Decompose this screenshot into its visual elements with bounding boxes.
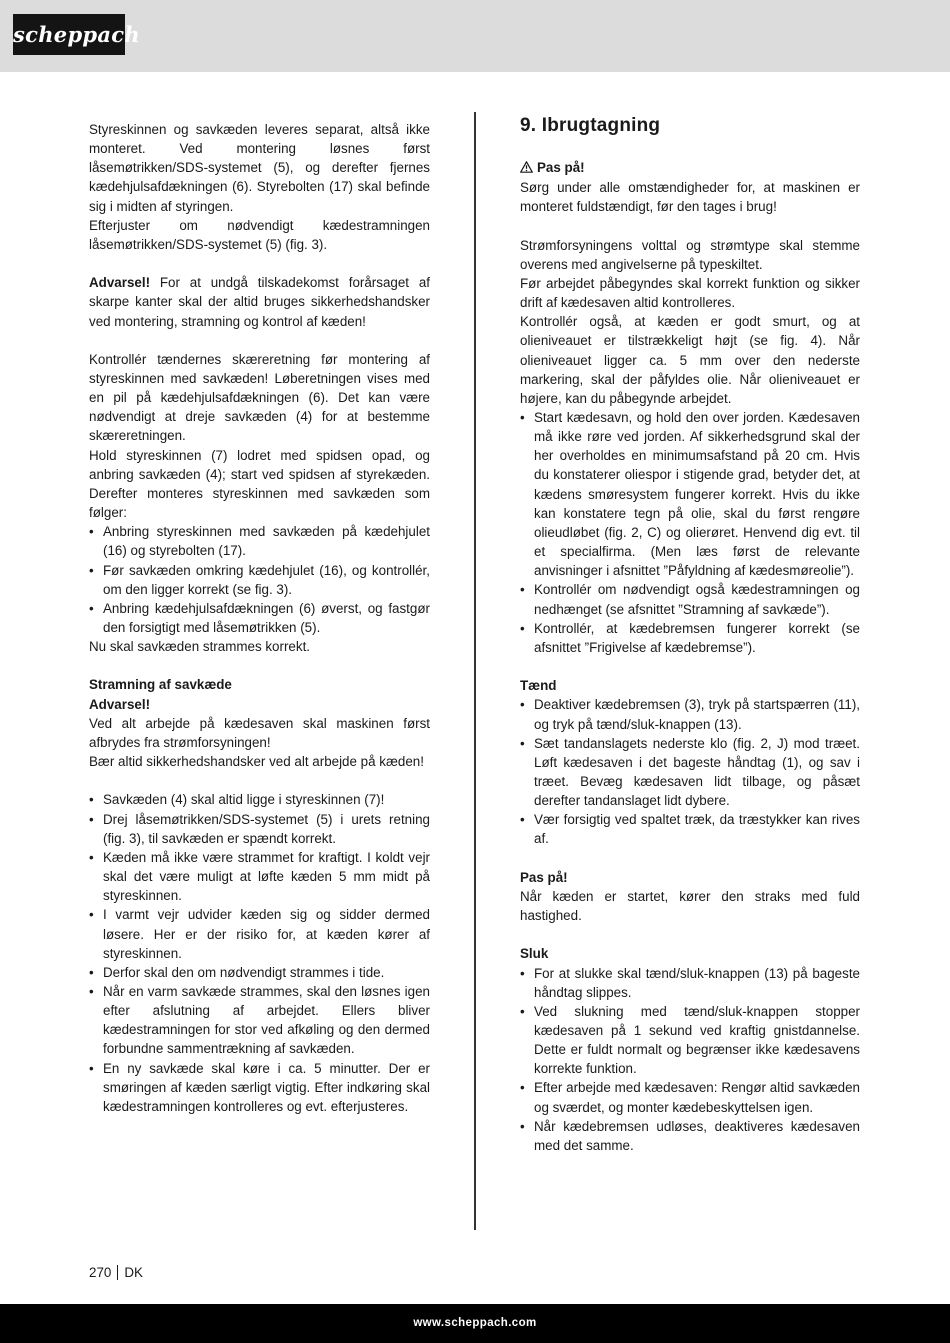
warning-triangle-icon	[520, 159, 533, 178]
list-item: • Savkæden (4) skal altid ligge i styreskinnen (7)!	[89, 790, 430, 809]
pas-heading: Pas på!	[520, 869, 568, 885]
list-item: • Derfor skal den om nødvendigt strammes i tide.	[89, 963, 430, 982]
tension-steps-list	[89, 790, 430, 1116]
list-item: • Start kædesavn, og hold den over jorden. Kædesaven må ikke røre ved jorden. Af sikkerhedsgrund skal der her overholdes en minimumsafstand på 20 cm. Hvis du konstaterer oliespor i stigende grad, betyder det, at kædens smøresystem fungerer korrekt. Hvis du ikke kan konstatere tegn på olie, skal du først rengøre olieudløbet (fig. 2, C) og olierøret. Henvend dig evt. til et specialfirma. (Men læs først de relevante anvisninger i afsnittet ”Påfyldning af kædesmøreolie”).	[520, 408, 860, 580]
list-item: • Anbring styreskinnen med savkæden på kædehjulet (16) og styrebolten (17).	[89, 522, 430, 560]
body-paragraph: Før arbejdet påbegyndes skal korrekt funktion og sikker drift af kædesaven altid kontrolleres.	[520, 275, 860, 311]
intro-paragraph: Efterjuster om nødvendigt kædestramningen låsemøtrikken/SDS-systemet (5) (fig. 3).	[89, 217, 430, 252]
website-link[interactable]: www.scheppach.com	[413, 1317, 537, 1329]
check-paragraph: Hold styreskinnen (7) lodret med spidsen opad, og anbring savkæden (4); start ved spidsen af styrekæden. Derefter monteres styreskinnen med savkæden som følger:	[89, 447, 430, 521]
intro-paragraph: Styreskinnen og savkæden leveres separat, altså ikke monteret. Ved montering løsnes først låsemøtrikken/SDS-systemet (5), og derefter fjernes kædehjulsafdækningen (6). Styrebolten (17) skal befinde sig i midten af styringen.	[89, 122, 430, 214]
on-steps-list	[520, 695, 860, 848]
list-item: • En ny savkæde skal køre i ca. 5 minutter. Der er smøringen af kæden særligt vigtig. Efter indkøring skal kædestramningen kontrolleres og evt. efterjusteres.	[89, 1059, 430, 1116]
list-item: • Når en varm savkæde strammes, skal den løsnes igen efter afslutning af arbejdet. Ellers bliver kædestramningen for stor ved afkøling og den dermed forbundne sammentrækning af savkæden.	[89, 982, 430, 1059]
list-item: • Efter arbejde med kædesaven: Rengør altid savkæden og sværdet, og monter kædebeskyttelsen igen.	[520, 1078, 860, 1116]
page-number-value: 270	[89, 1265, 112, 1280]
list-item: • Vær forsigtig ved spaltet træk, da træstykker kan rives af.	[520, 810, 860, 848]
left-column	[89, 120, 430, 1116]
list-item: • I varmt vejr udvider kæden sig og sidder dermed løsere. Her er der risiko for, at kæden kører af styreskinnen.	[89, 905, 430, 962]
section-title: 9. Ibrugtagning	[520, 115, 661, 136]
list-item: • Kontrollér, at kædebremsen fungerer korrekt (se afsnittet ”Frigivelse af kædebremse”).	[520, 619, 860, 657]
list-item: • Ved slukning med tænd/sluk-knappen stopper kædesaven på 1 sekund ved kraftig gnistdannelse. Dette er fuldt normalt og begrænser ikke kædesavens korrekte funktion.	[520, 1002, 860, 1079]
list-item: • Sæt tandanslagets nederste klo (fig. 2, J) mod træet. Løft kædesaven i det bageste håndtag (1), og sav i træet. Bevæg kædesaven lidt tilbage, og påsæt derefter tandanslaget lidt dybere.	[520, 734, 860, 811]
page-number	[89, 1265, 143, 1280]
body-paragraph: Strømforsyningens volttal og strømtype skal stemme overens med angivelserne på typeskiltet.	[520, 237, 860, 272]
warning-paragraph	[89, 273, 430, 330]
list-item: • Anbring kædehjulsafdækningen (6) øverst, og fastgør den forsigtigt med låsemøtrikken (5).	[89, 599, 430, 637]
brand-logo: scheppach	[13, 14, 125, 55]
right-column	[520, 158, 860, 1155]
mount-end-text: Nu skal savkæden strammes korrekt.	[89, 639, 311, 655]
check-steps-list	[520, 408, 860, 657]
column-divider	[474, 112, 476, 1230]
page-header	[0, 0, 950, 72]
body-paragraph: Kontrollér også, at kæden er godt smurt, og at olieniveauet er tilstrækkeligt højt (se fig. 4). Når olieniveauet ligger ca. 5 mm over den nederste markering, skal der påfyldes olie. Når olieniveauet er højere, kan du påbegynde arbejdet.	[520, 314, 860, 406]
list-item: • Drej låsemøtrikken/SDS-systemet (5) i urets retning (fig. 3), til savkæden er spændt korrekt.	[89, 810, 430, 848]
list-item: • Kontrollér om nødvendigt også kædestramningen og nedhænget (se afsnittet ”Stramning af savkæde”).	[520, 580, 860, 618]
tension-heading: Stramning af savkæde	[89, 677, 232, 693]
mount-steps-list	[89, 522, 430, 637]
list-item: • Før savkæden omkring kædehjulet (16), og kontrollér, om den ligger korrekt (se fig. 3).	[89, 561, 430, 599]
warning-text: For at undgå tilskadekomst forårsaget af skarpe kanter skal der altid bruges sikkerhedshandsker ved montering, stramning og kontrol af kæden!	[89, 275, 430, 329]
list-item: • Kæden må ikke være strammet for kraftigt. I koldt vejr skal det være muligt at løfte kæden 5 mm midt på styreskinnen.	[89, 848, 430, 905]
list-item: • For at slukke skal tænd/sluk-knappen (13) på bageste håndtag slippes.	[520, 964, 860, 1002]
list-item: • Når kædebremsen udløses, deaktiveres kædesaven med det samme.	[520, 1117, 860, 1155]
page-number-separator	[117, 1265, 118, 1280]
on-heading: Tænd	[520, 678, 557, 694]
language-code: DK	[124, 1265, 143, 1280]
off-steps-list	[520, 964, 860, 1156]
tension-warning-label: Advarsel!	[89, 696, 151, 712]
off-heading: Sluk	[520, 946, 549, 962]
caution-text: Sørg under alle omstændigheder for, at maskinen er monteret fuldstændigt, før den tages i brug!	[520, 180, 860, 215]
page-footer	[0, 1304, 950, 1343]
caution-heading	[520, 158, 860, 178]
caution-label: Pas på!	[537, 160, 585, 175]
warning-label: Advarsel!	[89, 275, 151, 291]
list-item: • Deaktiver kædebremsen (3), tryk på startspærren (11), og tryk på tænd/sluk-knappen (13).	[520, 695, 860, 733]
check-paragraph: Kontrollér tændernes skæreretning før montering af styreskinnen med savkæden! Løberetningen vises med en pil på kædehjulsafdækningen (6). Det kan være nødvendigt at dreje savkæden (4) for at bestemme skæreretningen.	[89, 351, 430, 444]
tension-paragraph: Bær altid sikkerhedshandsker ved alt arbejde på kæden!	[89, 754, 424, 770]
tension-paragraph: Ved alt arbejde på kædesaven skal maskinen først afbrydes fra strømforsyningen!	[89, 715, 430, 750]
pas-text: Når kæden er startet, kører den straks med fuld hastighed.	[520, 888, 860, 924]
